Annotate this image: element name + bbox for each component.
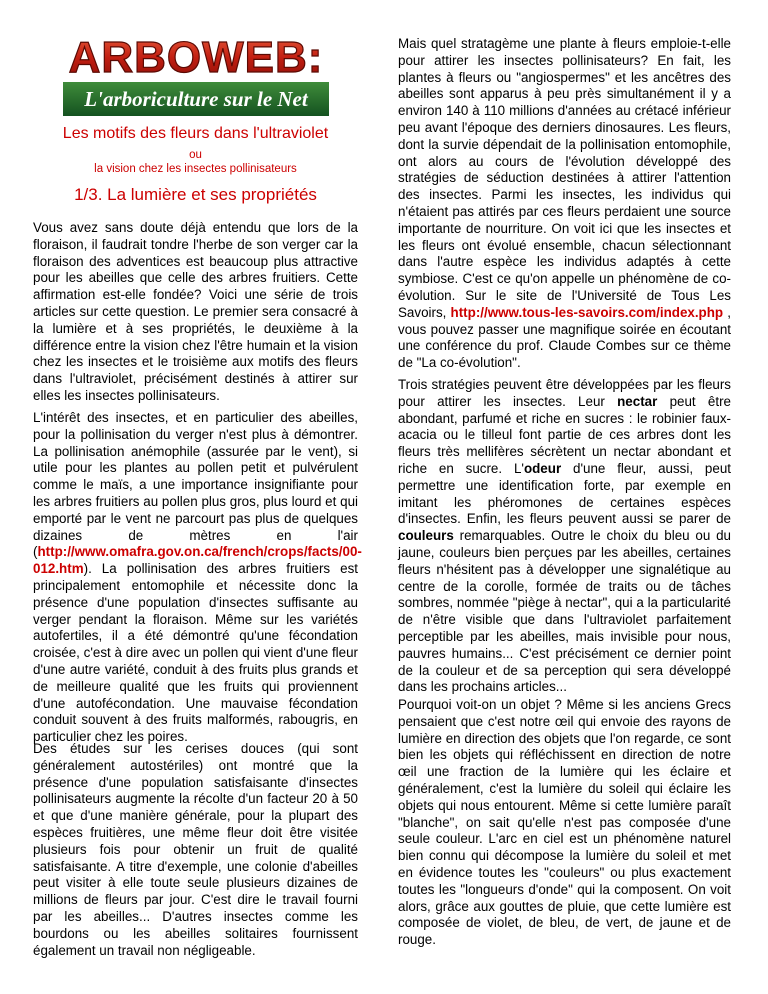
left-paragraph-2-text	[33, 410, 362, 746]
subtitle-text: la vision chez les insectes pollinisateurs	[94, 163, 297, 175]
logo-wordmark: ARBOWEB:	[68, 33, 324, 82]
right-paragraph-1-text	[398, 36, 731, 372]
right-paragraph-3-text: Pourquoi voit-on un objet ? Même si les anciens Grecs pensaient que c'est notre œil qui envoie des rayons de lumière en direction des objets que l'on regarde, ce sont bien les objets qui réfléchissent en direction de notre œil une fraction de la lumière qui les éclaire et généralement, c'est la lumière du soleil qui éclaire les objets qui nous entourent. Même si cette lumière paraît "blanche", on sait qu'elle n'est pas composée d'une seule couleur. L'arc en ciel est un phénomène naturel bien connu qui décompose la lumière du soleil et met en évidence toutes les "couleurs" ou plus exactement toutes les "longueurs d'onde" qui la composent. On voit alors, grâce aux gouttes de pluie, que cette lumière est composée de violet, de bleu, de vert, de jaune et de rouge.	[398, 697, 731, 948]
keyword-nectar: nectar	[617, 393, 658, 409]
tous-les-savoirs-link[interactable]: http://www.tous-les-savoirs.com/index.php	[450, 304, 724, 320]
right-paragraph-1	[398, 36, 731, 372]
left-paragraph-2-part-a: L'intérêt des insectes, et en particulier des abeilles, pour la pollinisation du verger n'est plus à démontrer. La pollinisation anémophile (assurée par le vent), si utile pour les plantes au pollen petit et pulvérulent comme le maïs, a une importance insignifiante pour les arbres fruitiers au pollen plus gros, plus lourd et qui emporté par le vent ne parcourt pas plus de quelques dizaines de mètres en l'air (	[33, 410, 358, 560]
right-paragraph-2	[398, 377, 731, 696]
left-paragraph-3-text: Des études sur les cerises douces (qui sont généralement autostériles) ont montré que la présence d'une population satisfaisante d'insectes pollinisateurs augmente la récolte d'un facteur 20 à 50 et que d'une manière générale, pour la plupart des espèces fruitières, une même fleur doit être visitée plusieurs fois pour obtenir un fruit de qualité satisfaisante. A titre d'exemple, une colonie d'abeilles peut visiter à elle toute seule plusieurs dizaines de millions de fleurs par jour. C'est dire le travail fourni par les abeilles... D'autres insectes comme les bourdons ou les abeilles solitaires fournissent également un travail non négligeable.	[33, 741, 358, 958]
logo-tagline: L'arboriculture sur le Net	[84, 87, 308, 111]
left-paragraph-2-part-b: ). La pollinisation des arbres fruitiers est principalement entomophile et nécessite donc la présence d'une population d'insectes suffisante au verger pendant la floraison. Même sur les variétés autofertiles, il a été démontré qu'une fécondation croisée, c'est à dire avec un pollen qui vient d'une fleur d'une autre variété, conduit à des fruits plus grands et de meilleure qualité que les fruits qui proviennent d'une autofécondation. Une mauvaise fécondation conduit souvent à des fruits malformés, rabougris, en particulier chez les poires.	[33, 561, 358, 745]
subtitle-ou: ou	[189, 149, 202, 161]
left-paragraph-1-text: Vous avez sans doute déjà entendu que lors de la floraison, il faudrait tondre l'herbe de son verger car la floraison des adventices est beaucoup plus attractive pour les abeilles que celle des arbres fruitiers. Cette affirmation est-elle fondée? Voici une série de trois articles sur cette question. Le premier sera consacré à la lumière et à ses propriétés, le deuxième à la différence entre la vision chez l'être humain et la vision chez les insectes et le troisième aux motifs des fleurs dans l'ultraviolet, précisément destinés à attirer sur elles les insectes pollinisateurs.	[33, 220, 358, 403]
section-title: 1/3. La lumière et ses propriétés	[74, 185, 317, 204]
right-paragraph-3	[398, 697, 731, 949]
omafra-link[interactable]: http://www.omafra.gov.on.ca/french/crops/facts/00-012.htm	[33, 544, 362, 577]
keyword-odeur: odeur	[523, 460, 562, 476]
left-paragraph-2	[33, 410, 362, 746]
article-title: Les motifs des fleurs dans l'ultraviolet	[62, 125, 329, 142]
left-paragraph-3	[33, 741, 358, 959]
keyword-couleurs: couleurs	[398, 528, 454, 544]
right-paragraph-1-part-b: , vous pouvez passer une magnifique soirée en écoutant une conférence du prof. Claude Combes sur ce thème de "La co-évolution".	[398, 304, 731, 371]
right-paragraph-2-part-d: remarquables. Outre le choix du bleu ou du jaune, couleurs bien perçues par les abeilles, certaines fleurs n'hésitent pas à développer une signalétique au centre de la corolle, formée de traits ou de tâches sombres, nommée "piège à nectar", qui a la particularité de n'être visible que dans l'ultraviolet parfaitement perceptible par les abeilles, mais invisible pour nous, pauvres humains... C'est précisément ce dernier point de la couleur et de sa perception qui sera développé dans les prochains articles...	[398, 528, 731, 695]
right-paragraph-1-part-a: Mais quel stratagème une plante à fleurs emploie-t-elle pour attirer les insectes pollinisateurs? En fait, les plantes à fleurs ou "angiospermes" et les ancêtres des abeilles sont apparus à peu près simultanément il y a environ 140 à 110 millions d'années au crétacé inférieur peu avant l'époque des derniers dinosaures. Les fleurs, dont la survie dépendait de la pollinisation entomophile, ont alors au cours de l'évolution développé des stratégies de séduction destinées à attirer l'attention des insectes. Parmi les insectes, les individus qui n'étaient pas attirés par ces fleurs perdaient une source importante de nourriture. On voit ici que les insectes et les fleurs ont évolué ensemble, chacun sélectionnant dans l'autre espèce les individus adaptés à cette symbiose. C'est ce qu'on appelle un phénomène de co-évolution. Sur le site de l'Université de Tous Les Savoirs,	[398, 36, 731, 320]
right-paragraph-2-text	[398, 377, 731, 696]
right-paragraph-2-part-c: d'une fleur, aussi, peut permettre une identification forte, par exemple en imitant les phéromones de certaines espèces d'insectes. Enfin, les fleurs peuvent aussi se parer de	[398, 460, 731, 527]
article-subtitle	[33, 148, 358, 176]
arboweb-logo	[59, 30, 333, 122]
left-paragraph-1	[33, 220, 358, 405]
right-paragraph-2-part-a: Trois stratégies peuvent être développées par les fleurs pour attirer les insectes. Leur	[398, 377, 731, 409]
right-paragraph-2-part-b: peut être abondant, parfumé et riche en sucres : le robinier faux-acacia ou le tilleul font partie de ces arbres dont les fleurs très mellifères sécrètent un nectar abondant et riche en sucre. L'	[398, 393, 731, 476]
